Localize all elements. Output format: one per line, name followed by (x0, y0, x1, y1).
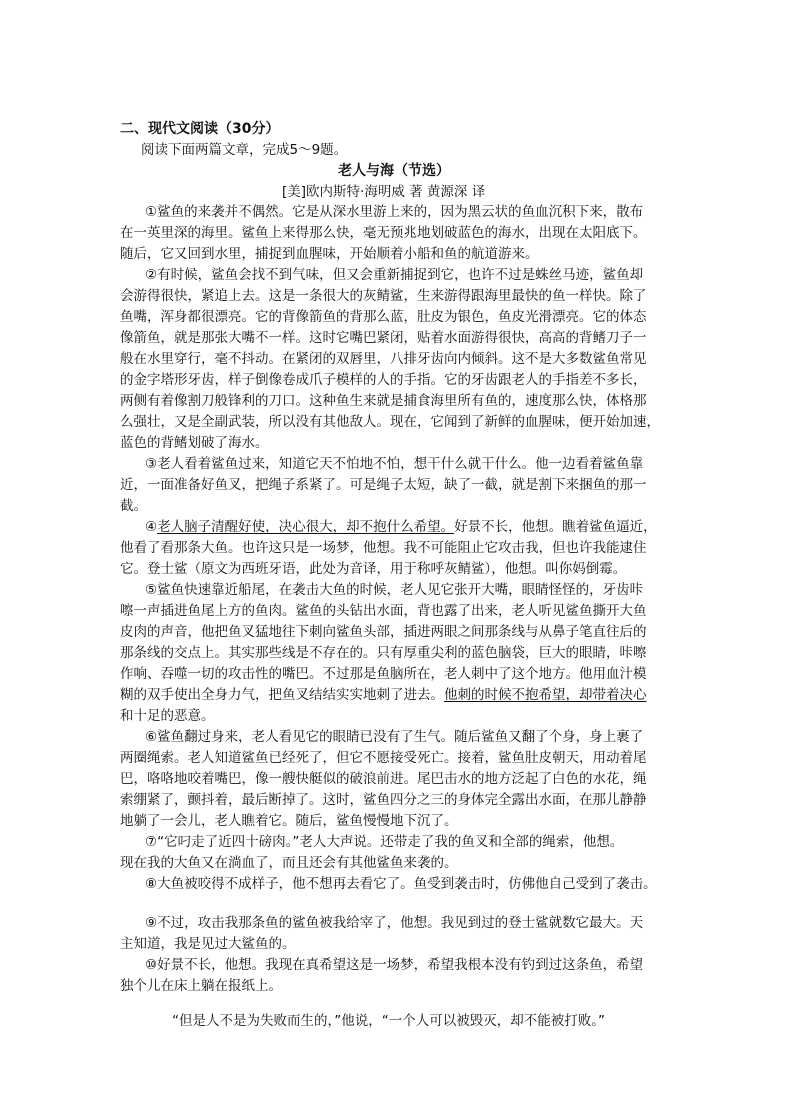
text-segment: “但是人不是为失败而生的，”他说，“一个人可以被毁灭，却不能被打败。” (172, 1013, 605, 1029)
body-line (0, 728, 790, 746)
body-line (0, 875, 790, 893)
text-segment: 糊的双手使出全身力气，把鱼叉结结实实地刺了进去。 (120, 687, 444, 703)
body-line (0, 518, 790, 536)
text-segment: 作响、吞噬一切的攻击性的嘴巴。不过那是鱼脑所在，老人刺中了这个地方。他用血汁模 (120, 666, 647, 682)
text-segment: 独个儿在床上躺在报纸上。 (120, 978, 282, 994)
body-line (0, 434, 790, 452)
body-line (0, 935, 790, 953)
body-line (0, 707, 790, 725)
text-segment: ①鲨鱼的来袭并不偶然。它是从深水里游上来的，因为黑云状的鱼血沉积下来，散布 (145, 204, 644, 220)
text-segment: 那条线的交点上。其实那些线是不存在的。只有厚重尖利的蓝色脑袋，巨大的眼睛，咔嚓 (120, 645, 647, 661)
body-line (0, 791, 790, 809)
body-line (0, 539, 790, 557)
underlined-sentence: 他刺的时候不抱希望，却带着决心 (444, 687, 647, 703)
body-line (0, 413, 790, 431)
text-segment: ③老人看着鲨鱼过来，知道它天不怕地不怕，想干什么就干什么。他一边看着鲨鱼靠 (145, 456, 644, 472)
text-segment: 随后，它又回到水里，捕捉到血腥味，开始顺着小船和鱼的航道游来。 (120, 246, 539, 262)
article-title: 老人与海（节选） (338, 163, 450, 179)
text-segment: 他看了看那条大鱼。也许这只是一场梦，他想。我不可能阻止它攻击我，但也许我能逮住 (120, 540, 647, 556)
body-line (0, 581, 790, 599)
body-line (0, 914, 790, 932)
text-segment: 般在水里穿行，毫不抖动。在紧闭的双唇里，八排牙齿向内倾斜。这不是大多数鲨鱼常见 (120, 351, 647, 367)
text-segment: 索绷紧了，颤抖着，最后断掉了。这时，鲨鱼四分之三的身体完全露出水面，在那儿静静 (120, 792, 647, 808)
text-segment: 巴，咯咯地咬着嘴巴，像一艘快艇似的破浪前进。尾巴击水的地方泛起了白色的水花，绳 (120, 771, 647, 787)
text-segment: 和十足的恶意。 (120, 708, 215, 724)
text-segment: 嚓一声插进鱼尾上方的鱼肉。鲨鱼的头钻出水面，背也露了出来，老人听见鲨鱼撕开大鱼 (120, 603, 647, 619)
text-segment: ⑦“它叼走了近四十磅肉。”老人大声说。还带走了我的鱼叉和全部的绳索，他想。 (145, 834, 624, 850)
text-segment: 蓝色的背鳍划破了海水。 (120, 435, 269, 451)
text-segment: 在一英里深的海里。鲨鱼上来得那么快，毫无预兆地划破蓝色的海水，出现在太阳底下。 (120, 225, 647, 241)
text-segment: 么强壮，又是全副武装，所以没有其他敌人。现在，它闻到了新鲜的血腥味，便开始加速， (120, 414, 660, 430)
text-segment: ⑩好景不长，他想。我现在真希望这是一场梦，希望我根本没有钓到过这条鱼，希望 (145, 957, 644, 973)
text-segment: ⑥鲨鱼翻过身来，老人看见它的眼睛已没有了生气。随后鲨鱼又翻了个身，身上裹了 (145, 729, 644, 745)
body-line (0, 770, 790, 788)
body-line (0, 266, 790, 284)
body-line (0, 455, 790, 473)
body-line (0, 329, 790, 347)
text-segment: 会游得很快，紧追上去。这是一条很大的灰鲭鲨，生来游得跟海里最快的鱼一样快。除了 (120, 288, 647, 304)
text-segment: ⑨不过，攻击我那条鱼的鲨鱼被我给宰了，他想。我见到过的登士鲨就数它最大。天 (145, 915, 644, 931)
text-segment: 的金字塔形牙齿，样子倒像卷成爪子模样的人的手指。它的牙齿跟老人的手指差不多长， (120, 372, 647, 388)
text-segment: 它。登士鲨（原文为西班牙语，此处为音译，用于称呼灰鲭鲨），他想。叫你妈倒霉。 (120, 561, 627, 577)
text-segment: 截。 (120, 498, 147, 514)
text-segment: 像箭鱼，就是那张大嘴不一样。这时它嘴巴紧闭，贴着水面游得很快，高高的背鳍刀子一 (120, 330, 647, 346)
body-line (0, 644, 790, 662)
text-segment: 主知道，我是见过大鲨鱼的。 (120, 936, 296, 952)
body-line (0, 686, 790, 704)
body-line (0, 665, 790, 683)
text-segment: 近，一面准备好鱼叉，把绳子系紧了。可是绳子太短，缺了一截，就是割下来捆鱼的那一 (120, 477, 647, 493)
body-line (0, 854, 790, 872)
body-line (0, 833, 790, 851)
body-line (0, 497, 790, 515)
body-line (0, 1012, 790, 1030)
text-segment: 两侧有着像割刀般锋利的刀口。这种鱼生来就是捕食海里所有鱼的，速度那么快，体格那 (120, 393, 647, 409)
underlined-sentence: 老人脑子清醒好使，决心很大，却不抱什么希望。 (157, 519, 455, 535)
article-byline: [美]欧内斯特·海明威 著 黄源深 译 (282, 184, 486, 200)
instruction-text: 阅读下面两篇文章，完成5～9题。 (141, 142, 348, 158)
body-line (0, 956, 790, 974)
body-line (0, 560, 790, 578)
text-segment: ⑧大鱼被咬得不成样子，他不想再去看它了。鱼受到袭击时，仿佛他自己受到了袭击。 (145, 876, 657, 892)
body-line (0, 203, 790, 221)
text-segment: ④ (145, 519, 158, 535)
body-line (0, 749, 790, 767)
section-heading: 二、现代文阅读（30分） (120, 121, 280, 137)
text-segment: 皮肉的声音，他把鱼叉猛地往下刺向鲨鱼头部，插进两眼之间那条线与从鼻子笔直往后的 (120, 624, 647, 640)
body-line (0, 812, 790, 830)
body-line (0, 308, 790, 326)
text-segment: ②有时候，鲨鱼会找不到气味，但又会重新捕捉到它，也许不过是蛛丝马迹，鲨鱼却 (145, 267, 644, 283)
body-line (0, 977, 790, 995)
body-line (0, 287, 790, 305)
body-line (0, 371, 790, 389)
body-line (0, 224, 790, 242)
text-segment: 好景不长，他想。瞧着鲨鱼逼近， (454, 519, 657, 535)
text-segment: 地躺了一会儿，老人瞧着它。随后，鲨鱼慢慢地下沉了。 (120, 813, 458, 829)
body-line (0, 623, 790, 641)
body-line (0, 602, 790, 620)
text-segment: 两圈绳索。老人知道鲨鱼已经死了，但它不愿接受死亡。接着，鲨鱼肚皮朝天，用动着尾 (120, 750, 647, 766)
body-line (0, 350, 790, 368)
body-line (0, 476, 790, 494)
text-segment: 现在我的大鱼又在淌血了，而且还会有其他鲨鱼来袭的。 (120, 855, 458, 871)
body-line (0, 245, 790, 263)
body-line (0, 392, 790, 410)
text-segment: ⑤鲨鱼快速靠近船尾，在袭击大鱼的时候，老人见它张开大嘴，眼睛怪怪的，牙齿咔 (145, 582, 644, 598)
text-segment: 鱼嘴，浑身都很漂亮。它的背像箭鱼的背那么蓝，肚皮为银色，鱼皮光滑漂亮。它的体态 (120, 309, 647, 325)
